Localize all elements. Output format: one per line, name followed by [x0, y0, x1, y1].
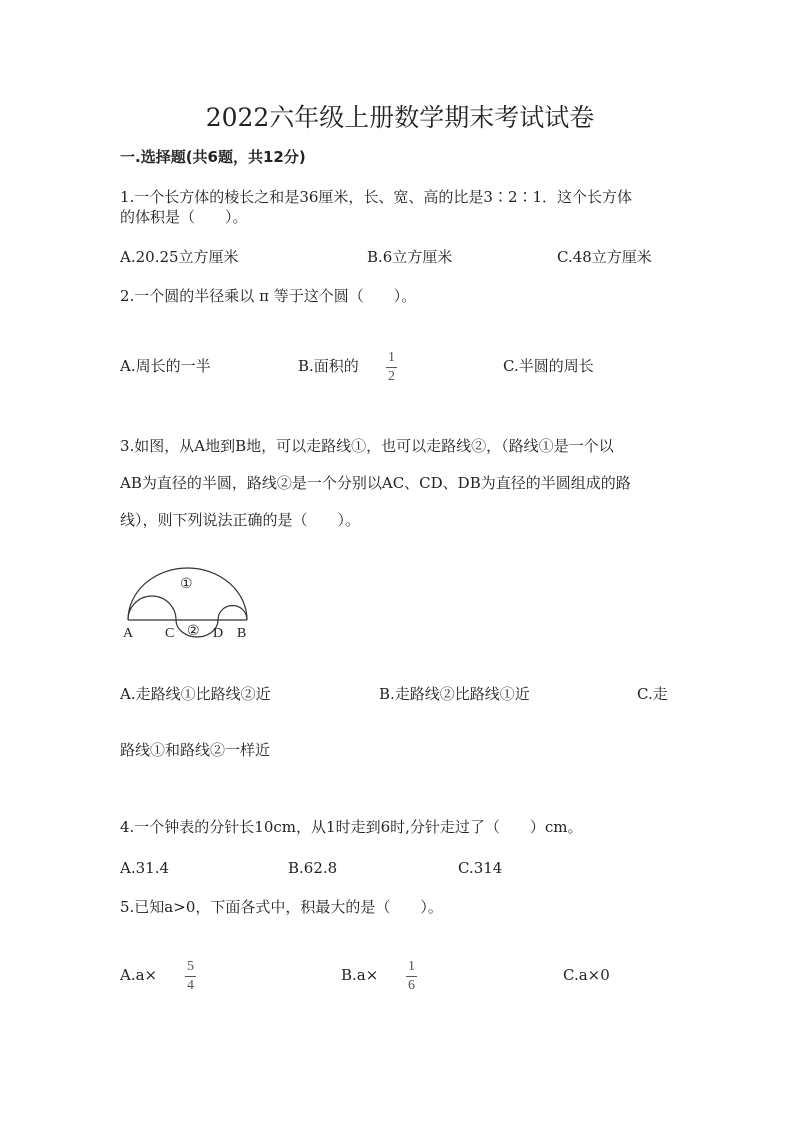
fraction-numerator: 1 — [408, 959, 415, 974]
question-3-option-b: B.走路线②比路线①近 — [379, 685, 530, 703]
question-1-option-c: C.48立方厘米 — [557, 248, 652, 266]
question-1-option-a: A.20.25立方厘米 — [120, 248, 239, 266]
question-4-option-c: C.314 — [458, 859, 503, 877]
question-3-line-1: 3.如图，从A地到B地，可以走路线①，也可以走路线②，（路线①是一个以 — [120, 437, 614, 455]
fraction-numerator: 1 — [388, 350, 395, 365]
question-2-option-b-fraction — [386, 350, 397, 384]
point-b-label: B — [237, 626, 247, 641]
question-3-line-3: 线），则下列说法正确的是（ ）。 — [120, 511, 361, 529]
fraction-bar — [406, 976, 417, 977]
page-title: 2022六年级上册数学期末考试试卷 — [205, 103, 595, 132]
question-4-option-b: B.62.8 — [288, 859, 338, 877]
fraction-numerator: 5 — [187, 959, 194, 974]
section-heading: 一.选择题(共6题，共12分) — [120, 148, 306, 166]
question-3-line-2: AB为直径的半圆，路线②是一个分别以AC、CD、DB为直径的半圆组成的路 — [120, 474, 631, 492]
question-2-option-c: C.半圆的周长 — [503, 357, 594, 375]
question-1-line-1: 1.一个长方体的棱长之和是36厘米，长、宽、高的比是3∶2∶1．这个长方体 — [120, 188, 633, 206]
route-2-arc-ac — [128, 596, 176, 620]
question-5-text: 5.已知a>0，下面各式中，积最大的是（ ）。 — [120, 898, 443, 916]
question-3-option-a: A.走路线①比路线②近 — [120, 685, 271, 703]
point-c-label: C — [165, 626, 175, 641]
question-1-option-b: B.6立方厘米 — [367, 248, 453, 266]
fraction-bar — [386, 367, 397, 368]
question-1-line-2: 的体积是（ ）。 — [120, 208, 248, 226]
fraction-denominator: 6 — [408, 978, 415, 993]
question-5-option-a: A.a× — [120, 966, 158, 984]
route-2-arc-db — [218, 606, 247, 620]
route-diagram — [120, 562, 260, 642]
question-4-text: 4.一个钟表的分针长10cm，从1时走到6时,分针走过了（ ）cm。 — [120, 818, 583, 836]
fraction-denominator: 2 — [388, 369, 395, 384]
question-2-text: 2.一个圆的半径乘以 π 等于这个圆（ ）。 — [120, 287, 417, 305]
question-3-option-c-continued: 路线①和路线②一样近 — [120, 741, 271, 759]
question-4-option-a: A.31.4 — [120, 859, 169, 877]
fraction-denominator: 4 — [187, 978, 194, 993]
question-3-option-c: C.走 — [637, 685, 668, 703]
question-5-option-c: C.a×0 — [563, 966, 610, 984]
route-1-semicircle — [128, 568, 247, 620]
question-5-option-b-fraction — [406, 959, 417, 993]
route-1-label: ① — [180, 577, 193, 592]
point-d-label: D — [213, 626, 224, 641]
route-2-label: ② — [187, 624, 200, 639]
fraction-bar — [185, 976, 196, 977]
question-2-option-b: B.面积的 — [298, 357, 359, 375]
question-5-option-b: B.a× — [341, 966, 379, 984]
point-a-label: A — [123, 626, 134, 641]
question-5-option-a-fraction — [185, 959, 196, 993]
question-2-option-a: A.周长的一半 — [120, 357, 211, 375]
